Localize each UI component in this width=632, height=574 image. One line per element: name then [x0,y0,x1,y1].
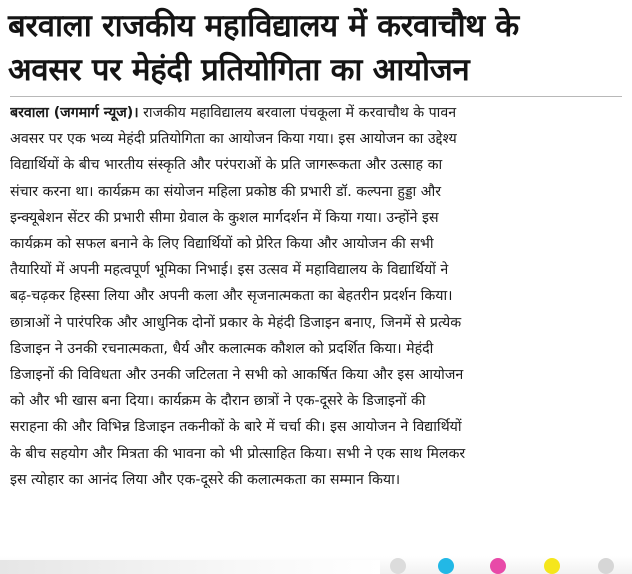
body-line-11: डिजाइनों की विविधता और उनकी जटिलता ने सभी को आकर्षित किया और इस आयोजन [10,367,464,384]
body-line-1-text: राजकीय महाविद्यालय बरवाला पंचकूला में करवाचौथ के पावन [138,105,457,121]
body-line-7: तैयारियों में अपनी महत्वपूर्ण भूमिका निभाई। इस उत्सव में महाविद्यालय के विद्यार्थियों ने [10,262,449,279]
body-line-4: संचार करना था। कार्यक्रम का संयोजन महिला प्रकोष्ठ की प्रभारी डॉ. कल्पना हुड्डा और [10,183,442,200]
body-line-3: विद्यार्थियों के बीच भारतीय संस्कृति और परंपराओं के प्रति जागरूकता और उत्साह का [10,157,443,174]
body-line-9: छात्राओं ने पारंपरिक और आधुनिक दोनों प्रकार के मेहंदी डिजाइन बनाए, जिनमें से प्रत्येक [10,314,462,331]
print-margin-fade [0,560,380,574]
registration-mark-gray [390,558,406,574]
body-line-1 [10,100,624,126]
body-line-6: कार्यक्रम को सफल बनाने के लिए विद्यार्थियों को प्रेरित किया और आयोजन की सभी [10,236,434,253]
body-line-12: को और भी खास बना दिया। कार्यक्रम के दौरान छात्रों ने एक-दूसरे के डिजाइनों की [10,393,426,410]
body-line-8: बढ़-चढ़कर हिस्सा लिया और अपनी कला और सृजनात्मकता का बेहतरीन प्रदर्शन किया। [10,288,453,305]
registration-mark-magenta [490,558,506,574]
headline-line-1: बरवाला राजकीय महाविद्यालय में करवाचौथ के [8,8,519,44]
registration-mark-cyan [438,558,454,574]
body-line-2: अवसर पर एक भव्य मेहंदी प्रतियोगिता का आयोजन किया गया। इस आयोजन का उद्देश्य [10,131,457,148]
body-line-13: सराहना की और विभिन्न डिजाइन तकनीकों के बारे में चर्चा की। इस आयोजन ने विद्यार्थियों [10,419,462,436]
dateline: बरवाला (जगमार्ग न्यूज)। [10,105,139,121]
registration-mark-gray-2 [598,558,614,574]
body-line-14: के बीच सहयोग और मित्रता की भावना को भी प्रोत्साहित किया। सभी ने एक साथ मिलकर [10,445,466,462]
body-line-10: डिजाइन ने उनकी रचनात्मकता, धैर्य और कलात्मक कौशल को प्रदर्शित किया। मेहंदी [10,340,434,357]
registration-mark-yellow [544,558,560,574]
body-line-5: इन्क्यूबेशन सेंटर की प्रभारी सीमा ग्रेवाल के कुशल मार्गदर्शन में किया गया। उन्होंने इस [10,209,439,226]
headline-divider [10,96,622,97]
article-headline [8,4,624,92]
body-line-15: इस त्योहार का आनंद लिया और एक-दूसरे की कलात्मकता का सम्मान किया। [10,471,401,488]
article-body [10,100,624,493]
headline-line-2: अवसर पर मेहंदी प्रतियोगिता का आयोजन [8,52,470,88]
